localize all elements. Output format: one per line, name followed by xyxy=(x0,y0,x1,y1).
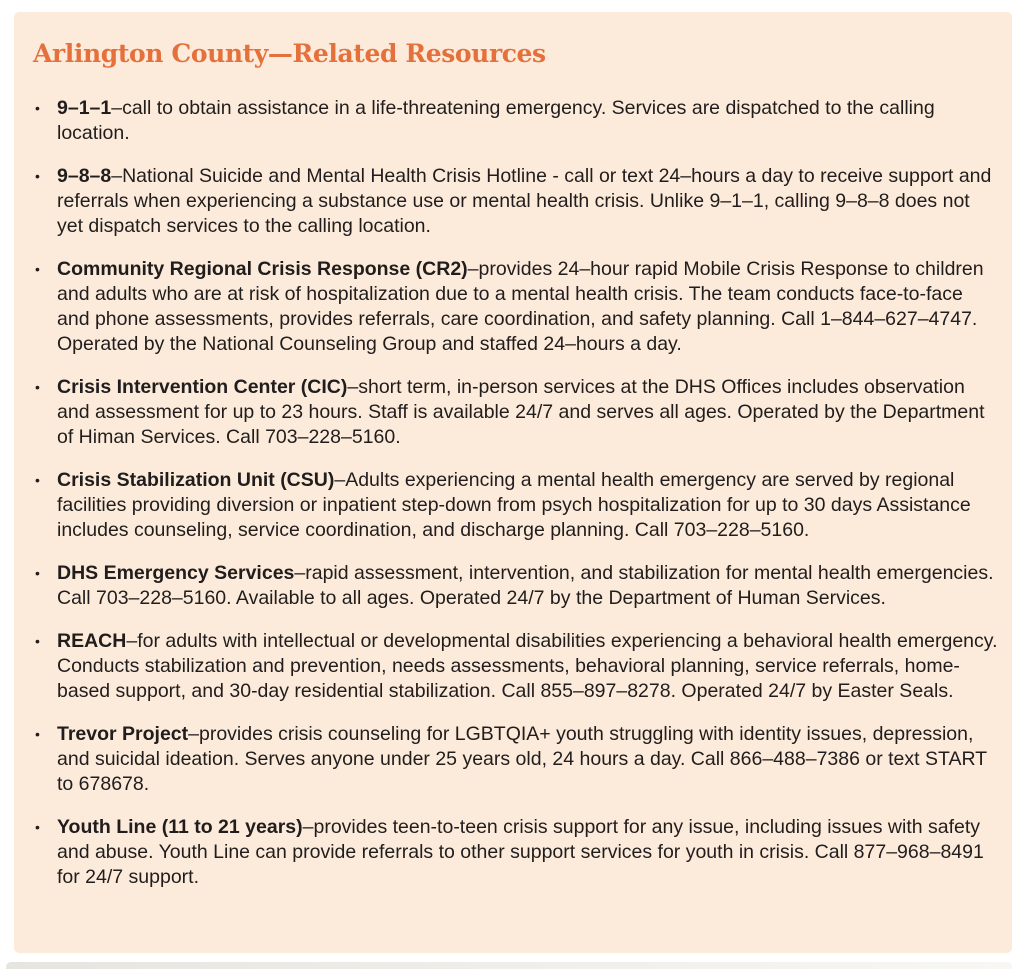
resource-term: Youth Line (11 to 21 years) xyxy=(57,816,303,839)
resource-description: –for adults with intellectual or developmental disabilities experiencing a behavioral health emergency. Conducts stabilization and prevention, needs assessments, behavioral planning, service referrals, home-based support, and 30-day residential stabilization. Call 855–897–8278. Operated 24/7 by Easter Seals. xyxy=(57,630,998,703)
resource-description: –short term, in-person services at the DHS Offices includes observation and assessment for up to 23 hours. Staff is available 24/7 and serves all ages. Operated by the Department of Himan Services. Call 703–228–5160. xyxy=(57,376,985,449)
list-item xyxy=(33,815,998,890)
resource-description: –provides crisis counseling for LGBTQIA+ youth struggling with identity issues, depression, and suicidal ideation. Serves anyone under 25 years old, 24 hours a day. Call 866–488–7386 or text START to 678678. xyxy=(57,723,987,796)
list-item xyxy=(33,257,998,357)
list-item xyxy=(33,629,998,704)
resource-term: 9–1–1 xyxy=(57,97,112,120)
resource-term: 9–8–8 xyxy=(57,165,112,188)
bullet-icon: • xyxy=(35,565,40,582)
resource-description: –provides 24–hour rapid Mobile Crisis Response to children and adults who are at risk of hospitalization due to a mental health crisis. The team conducts face-to-face and phone assessments, provides referrals, care coordination, and safety planning. Call 1–844–627–4747. Operated by the National Counseling Group and staffed 24–hours a day. xyxy=(57,258,984,356)
resource-term: Crisis Intervention Center (CIC) xyxy=(57,376,348,399)
list-item xyxy=(33,96,998,146)
resource-description: –National Suicide and Mental Health Crisis Hotline - call or text 24–hours a day to receive support and referrals when experiencing a substance use or mental health crisis. Unlike 9–1–1, calling 9–8–8 does not yet dispatch services to the calling location. xyxy=(57,165,992,238)
resource-term: DHS Emergency Services xyxy=(57,562,295,585)
bullet-icon: • xyxy=(35,168,40,185)
list-item xyxy=(33,468,998,543)
resource-term: Community Regional Crisis Response (CR2) xyxy=(57,258,468,281)
list-item xyxy=(33,561,998,611)
bullet-icon: • xyxy=(35,633,40,650)
resource-term: Crisis Stabilization Unit (CSU) xyxy=(57,469,335,492)
bullet-icon: • xyxy=(35,100,40,117)
resource-description: –Adults experiencing a mental health emergency are served by regional facilities providing diversion or inpatient step-down from psych hospitalization for up to 30 days Assistance includes counseling, service coordination, and discharge planning. Call 703–228–5160. xyxy=(57,469,971,542)
resource-list xyxy=(33,96,998,890)
resource-description: –call to obtain assistance in a life-threatening emergency. Services are dispatched to the calling location. xyxy=(57,97,935,145)
bullet-icon: • xyxy=(35,472,40,489)
list-item xyxy=(33,375,998,450)
list-item xyxy=(33,722,998,797)
resource-description: –rapid assessment, intervention, and stabilization for mental health emergencies. Call 703–228–5160. Available to all ages. Operated 24/7 by the Department of Human Services. xyxy=(57,562,994,610)
list-item xyxy=(33,164,998,239)
bullet-icon: • xyxy=(35,726,40,743)
resource-term: Trevor Project xyxy=(57,723,189,746)
bullet-icon: • xyxy=(35,379,40,396)
bullet-icon: • xyxy=(35,261,40,278)
bullet-icon: • xyxy=(35,819,40,836)
next-section-top-edge xyxy=(6,962,1012,969)
resource-description: –provides teen-to-teen crisis support for any issue, including issues with safety and abuse. Youth Line can provide referrals to other support services for youth in crisis. Call 877–968–8491 for 24/7 support. xyxy=(57,816,984,889)
panel-title: Arlington County—Related Resources xyxy=(33,39,546,68)
resource-term: REACH xyxy=(57,630,127,653)
resources-panel xyxy=(14,12,1012,953)
